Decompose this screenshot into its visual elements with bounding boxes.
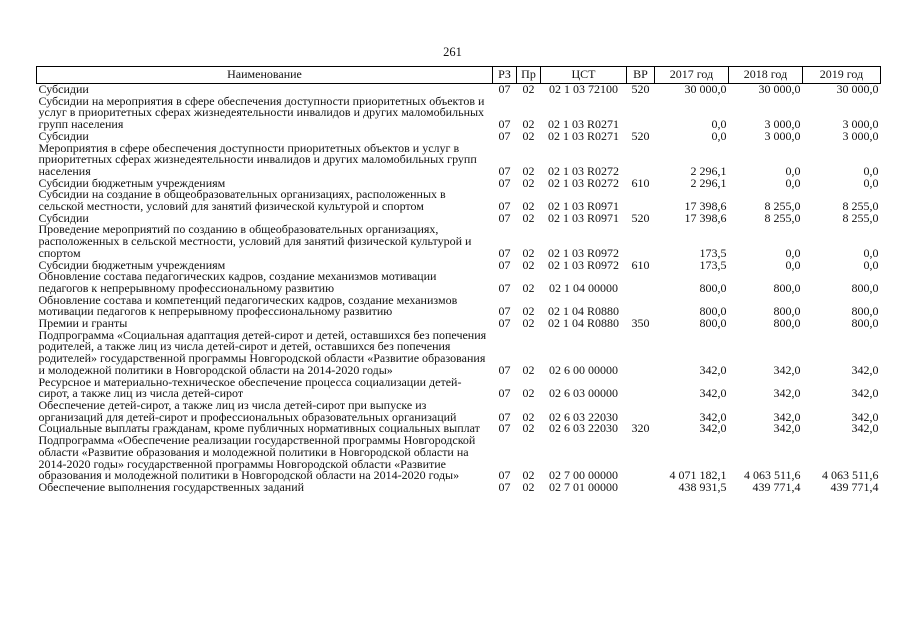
row-vr: 610 [631, 259, 650, 272]
header-2019: 2019 год [803, 67, 881, 84]
row-2019: 3 000,0 [842, 130, 879, 143]
row-vr [627, 400, 655, 423]
row-cst: 02 6 00 00000 [549, 362, 618, 377]
row-rz: 07 [498, 468, 511, 482]
header-vr: ВР [627, 67, 655, 84]
row-2018: 342,0 [773, 423, 801, 436]
row-name: Субсидии бюджетным учреждениям [38, 175, 226, 190]
row-2017: 17 398,6 [684, 199, 727, 213]
row-name: Премии и гранты [38, 316, 128, 331]
row-name: Проведение мероприятий по созданию в общеобразовательных организациях, расположенных в сельской местности, условий для занятий физической культурой и спортом [38, 222, 472, 260]
row-2017: 342,0 [699, 409, 727, 424]
row-pr: 02 [522, 212, 535, 225]
row-name: Социальные выплаты гражданам, кроме публичных нормативных социальных выплат [38, 421, 480, 436]
header-2018: 2018 год [729, 67, 803, 84]
row-pr: 02 [522, 117, 535, 131]
row-2019: 8 255,0 [842, 212, 879, 225]
row-cst: 02 7 00 00000 [549, 468, 618, 482]
row-name: Обеспечение детей-сирот, а также лиц из числа детей-сирот при выпуске из организаций для детей-сирот и профессиональных образовательных организаций [38, 397, 457, 424]
row-pr: 02 [522, 409, 535, 424]
row-2017: 342,0 [699, 423, 727, 436]
row-2019: 3 000,0 [842, 117, 879, 131]
row-2019: 30 000,0 [836, 83, 879, 96]
row-rz: 07 [498, 318, 511, 330]
row-vr: 350 [631, 318, 650, 330]
row-2019: 0,0 [863, 177, 879, 190]
row-rz: 07 [498, 409, 511, 424]
row-cst: 02 6 03 22030 [549, 409, 618, 424]
row-2018: 8 255,0 [764, 212, 801, 225]
row-2019: 8 255,0 [842, 199, 879, 213]
row-2019: 0,0 [863, 259, 879, 272]
table-row [37, 271, 881, 294]
row-pr: 02 [522, 362, 535, 377]
row-2018: 0,0 [785, 259, 801, 272]
row-rz: 07 [498, 423, 511, 436]
row-rz: 07 [498, 117, 511, 131]
row-2018: 800,0 [773, 280, 801, 295]
header-2017: 2017 год [655, 67, 729, 84]
row-name: Субсидии [38, 82, 89, 96]
row-rz: 07 [498, 83, 511, 96]
row-rz: 07 [498, 386, 511, 400]
row-pr: 02 [522, 304, 535, 319]
row-rz: 07 [498, 199, 511, 213]
table-row [37, 435, 881, 482]
row-rz: 07 [498, 259, 511, 272]
row-vr: 520 [631, 130, 650, 143]
row-rz: 07 [498, 163, 511, 178]
row-cst: 02 1 04 R0880 [547, 318, 619, 330]
row-pr: 02 [522, 318, 535, 330]
row-cst: 02 1 03 R0272 [547, 163, 619, 178]
row-cst: 02 1 03 R0971 [547, 212, 619, 225]
row-2017: 438 931,5 [678, 481, 727, 494]
row-2017: 4 071 182,1 [669, 468, 727, 482]
row-pr: 02 [522, 177, 535, 190]
row-vr: 610 [631, 177, 650, 190]
row-vr: 320 [631, 423, 650, 436]
row-name: Ресурсное и материально-техническое обеспечение процесса социализации детей-сирот, а также лиц из числа детей-сирот [38, 374, 462, 401]
table-row [37, 143, 881, 178]
header-rz: РЗ [493, 67, 517, 84]
table-row [37, 96, 881, 131]
row-pr: 02 [522, 386, 535, 400]
row-pr: 02 [522, 481, 535, 494]
row-rz: 07 [498, 212, 511, 225]
row-vr [627, 377, 655, 400]
row-rz: 07 [498, 362, 511, 377]
row-pr: 02 [522, 423, 535, 436]
table-row [37, 189, 881, 212]
row-2018: 0,0 [785, 177, 801, 190]
row-2019: 342,0 [851, 423, 879, 436]
table-header [37, 67, 881, 84]
row-2017: 0,0 [711, 130, 727, 143]
header-pr: Пр [517, 67, 541, 84]
row-2019: 0,0 [863, 163, 879, 178]
row-cst: 02 1 03 R0271 [547, 117, 619, 131]
row-cst: 02 1 03 R0971 [547, 199, 619, 213]
row-2017: 2 296,1 [690, 177, 727, 190]
row-2017: 17 398,6 [684, 212, 727, 225]
row-2018: 800,0 [773, 318, 801, 330]
table-body [37, 84, 881, 494]
row-pr: 02 [522, 468, 535, 482]
row-vr [627, 189, 655, 212]
row-vr [627, 271, 655, 294]
row-cst: 02 6 03 00000 [549, 386, 618, 400]
row-rz: 07 [498, 304, 511, 319]
row-cst: 02 6 03 22030 [549, 423, 618, 436]
row-rz: 07 [498, 130, 511, 143]
row-name: Подпрограмма «Обеспечение реализации государственной программы Новгородской области «Развитие образования и молодежной политики в Новгородской области на 2014-2020 годы» государственной программы Новгородской области «Развитие образования и молодежной политики в Новгородской области на 2014-2020 годы» [38, 433, 476, 483]
header-name: Наименование [37, 67, 493, 84]
row-2018: 3 000,0 [764, 130, 801, 143]
row-pr: 02 [522, 163, 535, 178]
row-2019: 800,0 [851, 280, 879, 295]
table-row [37, 400, 881, 423]
row-pr: 02 [522, 259, 535, 272]
row-vr [627, 96, 655, 131]
header-cst: ЦСТ [541, 67, 627, 84]
table-row [37, 295, 881, 318]
row-2018: 4 063 511,6 [743, 468, 801, 482]
row-vr [627, 330, 655, 377]
row-pr: 02 [522, 83, 535, 96]
row-cst: 02 7 01 00000 [549, 481, 618, 494]
row-rz: 07 [498, 481, 511, 494]
table-row [37, 377, 881, 400]
row-2019: 342,0 [851, 386, 879, 400]
row-2019: 342,0 [851, 362, 879, 377]
row-pr: 02 [522, 199, 535, 213]
row-vr [627, 143, 655, 178]
row-2017: 342,0 [699, 386, 727, 400]
row-2018: 342,0 [773, 409, 801, 424]
row-2019: 342,0 [851, 409, 879, 424]
row-name: Обновление состава педагогических кадров, создание механизмов мотивации педагогов к непрерывному профессиональному развитию [38, 269, 437, 295]
row-name: Подпрограмма «Социальная адаптация детей-сирот и детей, оставшихся без попечения родителей, а также лиц из числа детей-сирот и детей, оставшихся без попечения родителей» государственной программы Новгородской области «Развитие образования и молодежной политики в Новгородской области на 2014-2020 годы» [38, 327, 487, 377]
row-2017: 30 000,0 [684, 83, 727, 96]
row-2019: 0,0 [863, 245, 879, 260]
row-2017: 0,0 [711, 117, 727, 131]
row-2017: 173,5 [699, 245, 727, 260]
budget-table [36, 66, 881, 494]
row-pr: 02 [522, 130, 535, 143]
row-cst: 02 1 03 R0272 [547, 177, 619, 190]
row-vr [627, 295, 655, 318]
row-name: Субсидии [38, 128, 89, 143]
row-2018: 800,0 [773, 304, 801, 319]
row-vr [627, 224, 655, 259]
row-2017: 173,5 [699, 259, 727, 272]
row-2018: 342,0 [773, 386, 801, 400]
row-rz: 07 [498, 177, 511, 190]
row-cst: 02 1 04 R0880 [547, 304, 619, 319]
row-2017: 800,0 [699, 318, 727, 330]
table-row [37, 224, 881, 259]
row-2019: 800,0 [851, 318, 879, 330]
row-vr [627, 435, 655, 482]
row-pr: 02 [522, 245, 535, 260]
row-rz: 07 [498, 245, 511, 260]
row-2019: 4 063 511,6 [821, 468, 879, 482]
row-2019: 439 771,4 [830, 481, 879, 494]
row-2018: 439 771,4 [752, 481, 801, 494]
row-cst: 02 1 03 72100 [549, 83, 618, 96]
row-cst: 02 1 04 00000 [549, 280, 618, 295]
row-2018: 342,0 [773, 362, 801, 377]
row-name: Обновление состава и компетенций педагогических кадров, создание механизмов мотивации педагогов к непрерывному профессиональному развитию [38, 292, 458, 319]
row-name: Субсидии на мероприятия в сфере обеспечения доступности приоритетных объектов и услуг в приоритетных сферах жизнедеятельности инвалидов и других маломобильных групп населения [38, 93, 485, 132]
row-cst: 02 1 03 R0271 [547, 130, 619, 143]
table-row [37, 482, 881, 494]
row-2018: 30 000,0 [758, 83, 801, 96]
row-2017: 342,0 [699, 362, 727, 377]
table-row [37, 330, 881, 377]
row-cst: 02 1 03 R0972 [547, 259, 619, 272]
row-rz: 07 [498, 280, 511, 295]
row-name: Мероприятия в сфере обеспечения доступности приоритетных объектов и услуг в приоритетных сферах жизнедеятельности инвалидов и других маломобильных групп населения [38, 140, 477, 178]
row-2017: 800,0 [699, 304, 727, 319]
row-name: Обеспечение выполнения государственных заданий [38, 479, 305, 494]
row-name: Субсидии бюджетным учреждениям [38, 257, 226, 272]
page-number: 261 [443, 45, 462, 59]
row-vr: 520 [631, 212, 650, 225]
row-2019: 800,0 [851, 304, 879, 319]
row-2018: 0,0 [785, 163, 801, 178]
row-2017: 2 296,1 [690, 163, 727, 178]
row-2018: 3 000,0 [764, 117, 801, 131]
row-vr: 520 [631, 83, 650, 96]
row-2018: 8 255,0 [764, 199, 801, 213]
row-2017: 800,0 [699, 280, 727, 295]
row-2018: 0,0 [785, 245, 801, 260]
row-cst: 02 1 03 R0972 [547, 245, 619, 260]
row-pr: 02 [522, 280, 535, 295]
row-name: Субсидии на создание в общеобразовательных организациях, расположенных в сельской местности, условий для занятий физической культурой и спортом [38, 187, 446, 214]
row-vr [627, 482, 655, 494]
row-name: Субсидии [38, 210, 89, 225]
